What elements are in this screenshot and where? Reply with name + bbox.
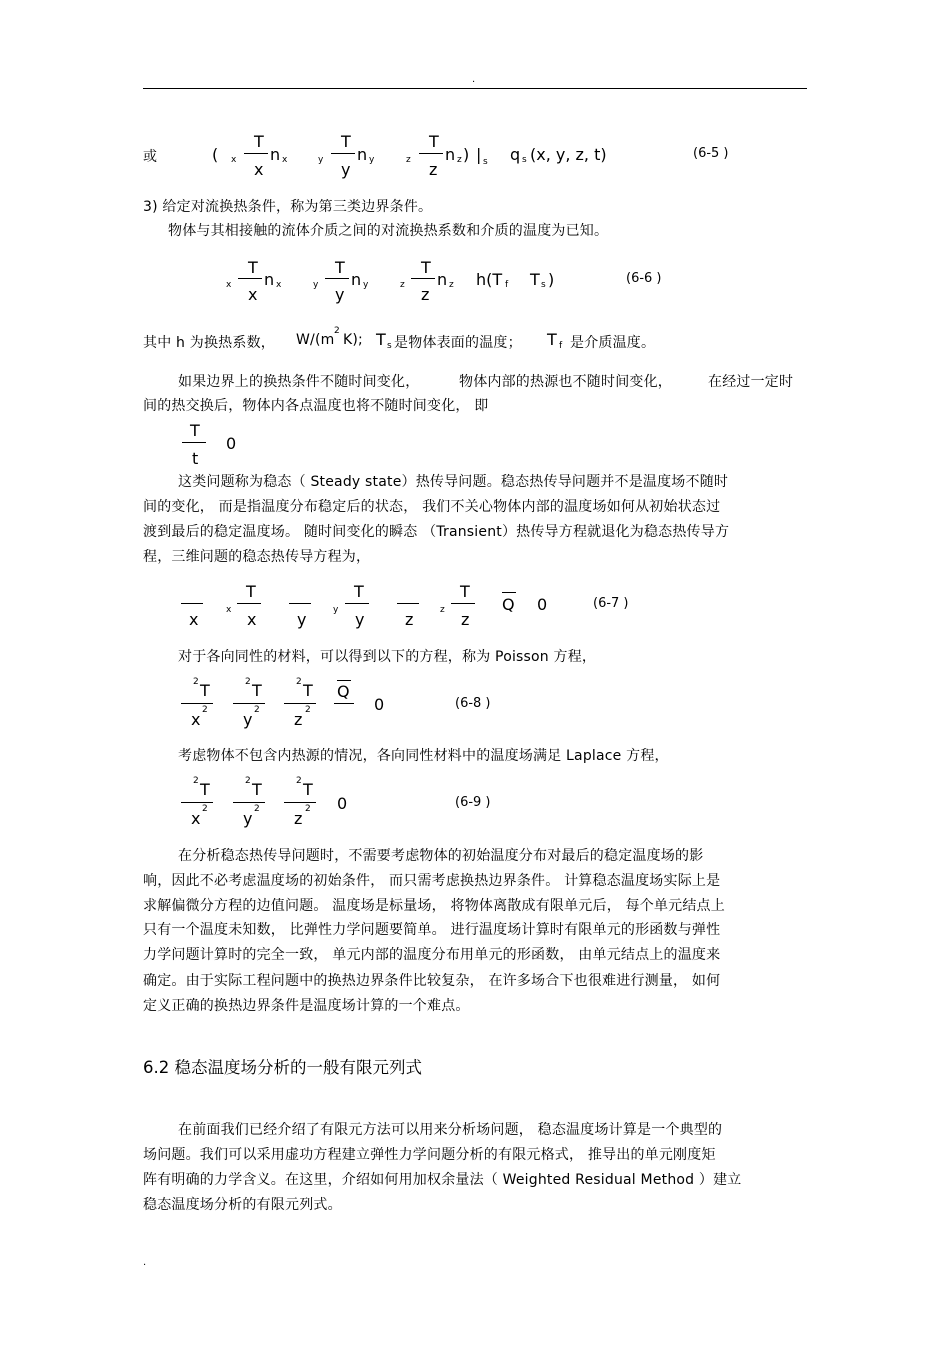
eq67-x1: x	[189, 610, 199, 629]
eq66-ny-sub: y	[363, 280, 369, 290]
eq67-sub-y: y	[333, 605, 339, 615]
para2-line2: 间的变化， 而是指温度分布稳定后的状态， 我们不关心物体内部的温度场如何从初始状态过	[143, 499, 721, 515]
eq69-x: x	[191, 809, 201, 828]
eq68-x-sq: 2	[202, 705, 208, 715]
line-third-boundary: 3) 给定对流换热条件，称为第三类边界条件。	[143, 199, 433, 215]
para1-line1a: 如果边界上的换热条件不随时间变化，	[178, 374, 420, 390]
eq69-z: z	[294, 809, 303, 828]
para2-line3: 渡到最后的稳定温度场。 随时间变化的瞬态 （Transient）热传导方程就退化为稳态热传导方	[143, 524, 730, 540]
eq66-sub-f: f	[505, 280, 509, 290]
eq67-Q: Q	[502, 595, 515, 614]
eq65-close: )	[463, 145, 470, 164]
eq66-T2: T	[335, 258, 345, 277]
eq65-sub-s: s	[483, 157, 488, 167]
eq67-number: (6-7 )	[593, 596, 629, 611]
eq65-q-sub: s	[522, 155, 527, 165]
eq69-number: (6-9 )	[455, 795, 491, 810]
para3-line3: 求解偏微分方程的边值问题。 温度场是标量场， 将物体离散成有限单元后， 每个单元结点上	[143, 898, 725, 914]
eq66-x: x	[248, 285, 258, 304]
eq69-y: y	[243, 809, 253, 828]
eq66-rhs: h(T	[476, 270, 503, 289]
eq66-z: z	[421, 285, 430, 304]
para3-line1: 在分析稳态热传导问题时，不需要考虑物体的初始温度分布对最后的稳定温度场的影	[178, 848, 704, 864]
eq65-nz-sub: z	[457, 155, 462, 165]
line-h-a: 其中 h 为换热系数，	[143, 335, 275, 351]
eq68-sq2: 2	[245, 677, 251, 687]
eq67-zero: 0	[537, 595, 548, 614]
line-h-Tf: T	[547, 330, 557, 349]
eq66-sub-y: y	[313, 280, 319, 290]
eq66-sub-s: s	[541, 280, 546, 290]
eq65-number: (6-5 )	[693, 146, 729, 161]
line-poisson: 对于各向同性的材料，可以得到以下的方程，称为 Poisson 方程，	[178, 649, 597, 665]
eqdt-T: T	[190, 421, 200, 440]
eq65-ny: n	[357, 145, 368, 164]
para2-line4: 程，三维问题的稳态热传导方程为，	[143, 549, 371, 565]
eq69-sq3: 2	[296, 776, 302, 786]
eq65-nx: n	[270, 145, 281, 164]
eq67-sub-x: x	[226, 605, 232, 615]
para3-line2: 响，因此不必考虑温度场的初始条件， 而只需考虑换热边界条件。 计算稳态温度场实际上是	[143, 873, 721, 889]
eq68-T3: T	[303, 681, 313, 700]
eq69-sq2: 2	[245, 776, 251, 786]
eq65-sub-z: z	[406, 155, 411, 165]
para3-line4: 只有一个温度未知数， 比弹性力学问题要简单。 进行温度场计算时有限单元的形函数与弹性	[143, 922, 721, 938]
eq68-number: (6-8 )	[455, 696, 491, 711]
eq65-ny-sub: y	[369, 155, 375, 165]
eq66-nz: n	[437, 270, 448, 289]
eq66-T1: T	[248, 258, 258, 277]
eq69-z-sq: 2	[305, 804, 311, 814]
eq66-ny: n	[351, 270, 362, 289]
para2-line1: 这类问题称为稳态（ Steady state）热传导问题。稳态热传导问题并不是温度场不随时	[178, 474, 729, 490]
eq65-T3: T	[429, 132, 439, 151]
eq65-y: y	[341, 160, 351, 179]
eq67-y1: y	[297, 610, 307, 629]
eq66-Ts: T	[530, 270, 540, 289]
para3-line7: 定义正确的换热边界条件是温度场计算的一个难点。	[143, 998, 470, 1014]
eq68-T2: T	[252, 681, 262, 700]
header-rule	[143, 88, 807, 89]
para1-line2: 间的热交换后，物体内各点温度也将不随时间变化， 即	[143, 398, 489, 414]
line-h-Ts: T	[376, 330, 386, 349]
eq68-z: z	[294, 710, 303, 729]
eq68-Q: Q	[337, 682, 350, 701]
eq65-bar: |	[476, 145, 482, 164]
eq69-zero: 0	[337, 794, 348, 813]
eq66-number: (6-6 )	[626, 271, 662, 286]
eq68-zero: 0	[374, 695, 385, 714]
para4-line4: 稳态温度场分析的有限元列式。	[143, 1197, 342, 1213]
eq65-sub-y: y	[318, 155, 324, 165]
eq67-y2: y	[355, 610, 365, 629]
line-h-sq: 2	[334, 326, 340, 336]
eqdt-zero: 0	[226, 434, 237, 453]
eq65-args: (x, y, z, t)	[530, 145, 607, 164]
eq66-T3: T	[421, 258, 431, 277]
eq68-y-sq: 2	[254, 705, 260, 715]
footer-dot: .	[143, 1257, 147, 1268]
header-dot: .	[472, 74, 476, 85]
section-heading: 6.2 稳态温度场分析的一般有限元列式	[143, 1058, 422, 1077]
eq69-sq1: 2	[193, 776, 199, 786]
line-laplace: 考虑物体不包含内热源的情况，各向同性材料中的温度场满足 Laplace 方程，	[178, 748, 669, 764]
eq69-T3: T	[303, 780, 313, 799]
para4-line1: 在前面我们已经介绍了有限元方法可以用来分析场问题， 稳态温度场计算是一个典型的	[178, 1122, 723, 1138]
eq68-sq1: 2	[193, 677, 199, 687]
eq67-z2: z	[461, 610, 470, 629]
eq68-z-sq: 2	[305, 705, 311, 715]
eq66-nx: n	[264, 270, 275, 289]
para3-line5: 力学问题计算时的完全一致， 单元内部的温度分布用单元的形函数， 由单元结点上的温度来	[143, 947, 721, 963]
line-h-unit2: K);	[343, 332, 363, 348]
eq67-sub-z: z	[440, 605, 445, 615]
eq65-z: z	[429, 160, 438, 179]
eq69-x-sq: 2	[202, 804, 208, 814]
line-h-Ts-sub: s	[387, 341, 392, 351]
para1-line1b: 物体内部的热源也不随时间变化，	[459, 374, 672, 390]
line-h-c: 是介质温度。	[570, 335, 656, 351]
eq66-close: )	[548, 270, 555, 289]
eq67-x2: x	[247, 610, 257, 629]
eq66-y: y	[335, 285, 345, 304]
eq68-y: y	[243, 710, 253, 729]
eq68-T1: T	[200, 681, 210, 700]
eq65-paren: (	[212, 145, 219, 164]
line-h-unit: W/(m	[296, 332, 335, 348]
eq66-sub-z: z	[400, 280, 405, 290]
eqdt-t: t	[192, 449, 199, 468]
eq68-x: x	[191, 710, 201, 729]
line-convection: 物体与其相接触的流体介质之间的对流换热系数和介质的温度为已知。	[168, 223, 609, 239]
eq65-x: x	[254, 160, 264, 179]
eq68-sq3: 2	[296, 677, 302, 687]
eq65-T1: T	[254, 132, 264, 151]
eq66-nz-sub: z	[449, 280, 454, 290]
eq65-nx-sub: x	[282, 155, 288, 165]
line-h-b: 是物体表面的温度；	[394, 335, 522, 351]
eq69-T1: T	[200, 780, 210, 799]
eq67-T1: T	[246, 582, 256, 601]
line-h-Tf-sub: f	[559, 341, 563, 351]
eq65-q: q	[510, 145, 521, 164]
eq66-nx-sub: x	[276, 280, 282, 290]
para4-line2: 场问题。我们可以采用虚功方程建立弹性力学问题分析的有限元格式， 推导出的单元刚度矩	[143, 1147, 716, 1163]
eq69-y-sq: 2	[254, 804, 260, 814]
para4-line3: 阵有明确的力学含义。在这里，介绍如何用加权余量法（ Weighted Residual Method ）建立	[143, 1172, 742, 1188]
eq66-sub-x: x	[226, 280, 232, 290]
eq65-nz: n	[445, 145, 456, 164]
eq65-lead: 或	[143, 149, 158, 165]
eq65-T2: T	[341, 132, 351, 151]
eq65-sub-x: x	[231, 155, 237, 165]
eq67-T2: T	[354, 582, 364, 601]
para3-line6: 确定。由于实际工程问题中的换热边界条件比较复杂， 在许多场合下也很难进行测量， 如何	[143, 973, 721, 989]
eq69-T2: T	[252, 780, 262, 799]
para1-line1c: 在经过一定时	[708, 374, 794, 390]
eq67-T3: T	[460, 582, 470, 601]
eq67-z1: z	[405, 610, 414, 629]
